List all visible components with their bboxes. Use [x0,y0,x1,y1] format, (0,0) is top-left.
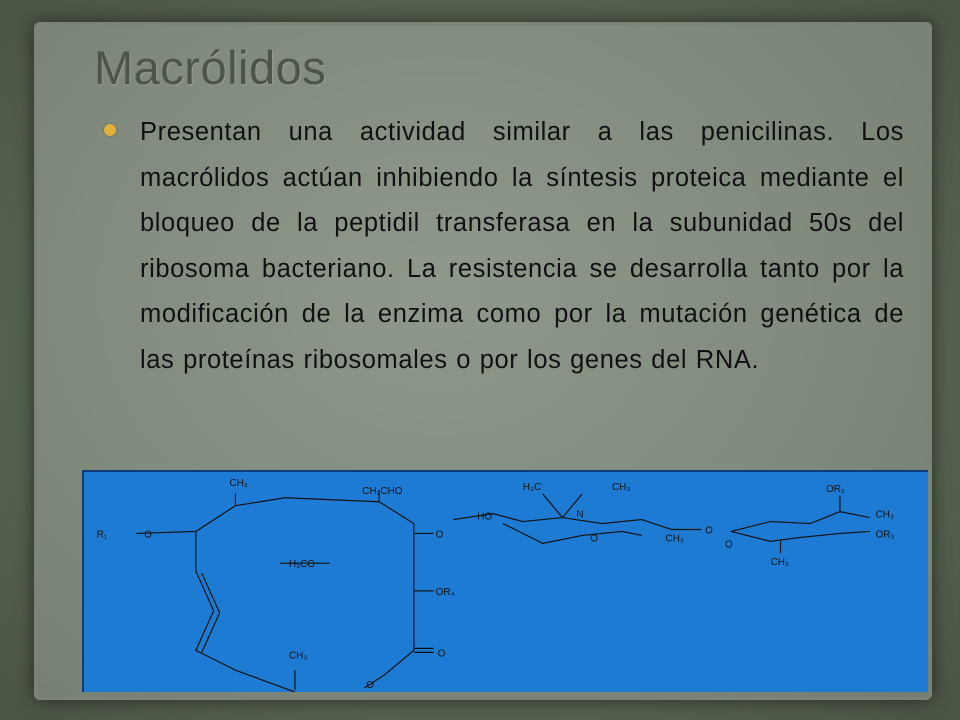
bullet-dot-icon [104,124,116,136]
label-h3co: H₃CO [288,559,315,571]
label-ch3-sugar1: CH₃ [665,533,684,545]
label-ho: HO [477,511,493,523]
label-o-left: O [144,529,152,541]
macrolide-structure-diagram [84,472,928,692]
bullet-list-item [104,110,904,383]
label-o-macro-link: O [435,529,444,541]
chemical-structure-image [82,470,928,692]
bullet-text: Presentan una actividad similar a las penicilinas. Los macrólidos actúan inhibiendo la síntesis proteica mediante el bloqueo de la peptidil transferasa en la subunidad 50s del ribosoma bacteriano. La resistencia se desarrolla tanto por la modificación de la enzima como por la mutación genética de las proteínas ribosomales o por los genes del RNA. [140,118,904,374]
label-ring-o-bottom: O [366,680,374,692]
label-n: N [576,509,584,521]
slide-title: Macrólidos [94,41,327,94]
macrolactone-ring [136,490,433,692]
label-ch3-bottom: CH₃ [288,650,308,662]
label-r1: R₁ [96,529,108,541]
label-ch3-sugar2-bottom: CH₃ [770,557,789,569]
label-or2: OR₂ [826,483,845,495]
label-ch2cho: CH₂CHO [362,485,403,497]
label-or4: OR₄ [435,586,455,598]
label-carbonyl-o: O [437,648,446,660]
label-ch3-top: CH₃ [229,477,248,489]
label-o-sugar2-ring: O [725,539,733,551]
label-o-sugar1-ring: O [590,533,598,545]
label-ch3-sugar2: CH₃ [875,509,894,521]
sugar-ring-2 [731,496,870,553]
label-h3c-n: H₃C [522,481,542,493]
label-or3: OR₃ [875,529,895,541]
label-ch3-n: CH₃ [612,481,631,493]
label-o-glycosidic: O [705,525,713,537]
